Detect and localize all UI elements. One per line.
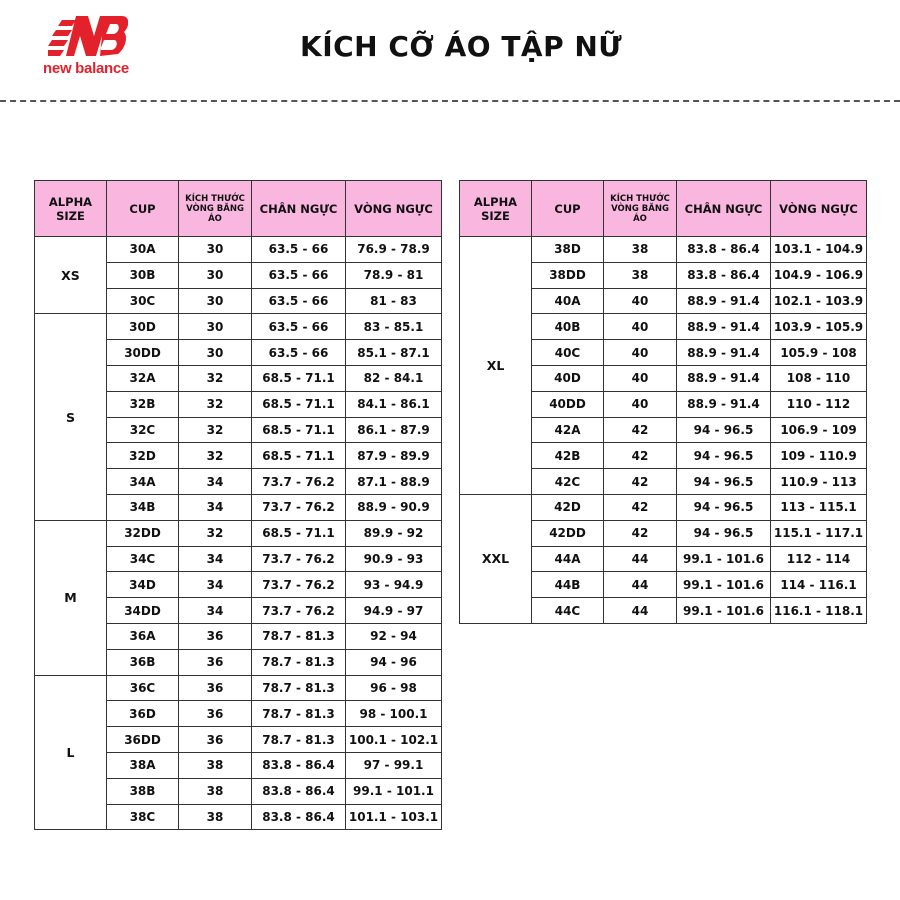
band-size-cell: 32 bbox=[179, 417, 252, 443]
band-size-cell: 40 bbox=[604, 288, 677, 314]
cup-cell: 30B bbox=[107, 262, 179, 288]
size-table-left bbox=[34, 180, 442, 830]
alpha-size-cell: XS bbox=[35, 237, 107, 314]
cup-cell: 40D bbox=[532, 365, 604, 391]
band-size-cell: 44 bbox=[604, 546, 677, 572]
band-size-cell: 30 bbox=[179, 314, 252, 340]
underbust-cell: 63.5 - 66 bbox=[252, 314, 346, 340]
underbust-cell: 68.5 - 71.1 bbox=[252, 365, 346, 391]
band-size-cell: 38 bbox=[179, 804, 252, 830]
bust-cell: 93 - 94.9 bbox=[346, 572, 442, 598]
header-alpha-size: ALPHA SIZE bbox=[460, 181, 532, 237]
underbust-cell: 63.5 - 66 bbox=[252, 340, 346, 366]
band-size-cell: 42 bbox=[604, 417, 677, 443]
bust-cell: 104.9 - 106.9 bbox=[771, 262, 867, 288]
bust-cell: 112 - 114 bbox=[771, 546, 867, 572]
bust-cell: 87.9 - 89.9 bbox=[346, 443, 442, 469]
underbust-cell: 83.8 - 86.4 bbox=[252, 778, 346, 804]
cup-cell: 42DD bbox=[532, 520, 604, 546]
bust-cell: 116.1 - 118.1 bbox=[771, 598, 867, 624]
band-size-cell: 36 bbox=[179, 727, 252, 753]
band-size-cell: 38 bbox=[604, 262, 677, 288]
bust-cell: 81 - 83 bbox=[346, 288, 442, 314]
logo-text: new balance bbox=[43, 60, 129, 77]
underbust-cell: 73.7 - 76.2 bbox=[252, 598, 346, 624]
header-band-size: KÍCH THƯỚC VÒNG BĂNG ÁO bbox=[604, 181, 677, 237]
cup-cell: 44C bbox=[532, 598, 604, 624]
band-size-cell: 32 bbox=[179, 443, 252, 469]
underbust-cell: 83.8 - 86.4 bbox=[252, 804, 346, 830]
bust-cell: 102.1 - 103.9 bbox=[771, 288, 867, 314]
underbust-cell: 94 - 96.5 bbox=[677, 443, 771, 469]
bust-cell: 115.1 - 117.1 bbox=[771, 520, 867, 546]
header-band-size: KÍCH THƯỚC VÒNG BĂNG ÁO bbox=[179, 181, 252, 237]
bust-cell: 113 - 115.1 bbox=[771, 494, 867, 520]
new-balance-nb-icon bbox=[48, 14, 128, 60]
bust-cell: 94 - 96 bbox=[346, 649, 442, 675]
underbust-cell: 68.5 - 71.1 bbox=[252, 443, 346, 469]
band-size-cell: 38 bbox=[179, 752, 252, 778]
cup-cell: 44A bbox=[532, 546, 604, 572]
band-size-cell: 44 bbox=[604, 598, 677, 624]
band-size-cell: 38 bbox=[604, 237, 677, 263]
bust-cell: 86.1 - 87.9 bbox=[346, 417, 442, 443]
bust-cell: 78.9 - 81 bbox=[346, 262, 442, 288]
band-size-cell: 32 bbox=[179, 520, 252, 546]
underbust-cell: 78.7 - 81.3 bbox=[252, 675, 346, 701]
underbust-cell: 63.5 - 66 bbox=[252, 237, 346, 263]
band-size-cell: 30 bbox=[179, 340, 252, 366]
band-size-cell: 40 bbox=[604, 314, 677, 340]
band-size-cell: 42 bbox=[604, 443, 677, 469]
cup-cell: 40DD bbox=[532, 391, 604, 417]
band-size-cell: 34 bbox=[179, 469, 252, 495]
header-alpha-size: ALPHA SIZE bbox=[35, 181, 107, 237]
underbust-cell: 88.9 - 91.4 bbox=[677, 340, 771, 366]
underbust-cell: 88.9 - 91.4 bbox=[677, 391, 771, 417]
bust-cell: 103.9 - 105.9 bbox=[771, 314, 867, 340]
underbust-cell: 73.7 - 76.2 bbox=[252, 546, 346, 572]
underbust-cell: 73.7 - 76.2 bbox=[252, 494, 346, 520]
bust-cell: 98 - 100.1 bbox=[346, 701, 442, 727]
cup-cell: 30DD bbox=[107, 340, 179, 366]
bust-cell: 92 - 94 bbox=[346, 623, 442, 649]
band-size-cell: 40 bbox=[604, 391, 677, 417]
header-bust: VÒNG NGỰC bbox=[771, 181, 867, 237]
bust-cell: 99.1 - 101.1 bbox=[346, 778, 442, 804]
underbust-cell: 94 - 96.5 bbox=[677, 494, 771, 520]
table-row bbox=[460, 237, 867, 263]
alpha-size-cell: XXL bbox=[460, 494, 532, 623]
band-size-cell: 36 bbox=[179, 623, 252, 649]
underbust-cell: 68.5 - 71.1 bbox=[252, 520, 346, 546]
cup-cell: 36D bbox=[107, 701, 179, 727]
bust-cell: 94.9 - 97 bbox=[346, 598, 442, 624]
bust-cell: 90.9 - 93 bbox=[346, 546, 442, 572]
band-size-cell: 36 bbox=[179, 701, 252, 727]
underbust-cell: 99.1 - 101.6 bbox=[677, 598, 771, 624]
cup-cell: 30C bbox=[107, 288, 179, 314]
table-row bbox=[35, 520, 442, 546]
header-bust: VÒNG NGỰC bbox=[346, 181, 442, 237]
cup-cell: 32A bbox=[107, 365, 179, 391]
table-row bbox=[460, 494, 867, 520]
cup-cell: 32C bbox=[107, 417, 179, 443]
cup-cell: 36A bbox=[107, 623, 179, 649]
cup-cell: 40B bbox=[532, 314, 604, 340]
band-size-cell: 42 bbox=[604, 494, 677, 520]
bust-cell: 106.9 - 109 bbox=[771, 417, 867, 443]
underbust-cell: 99.1 - 101.6 bbox=[677, 546, 771, 572]
alpha-size-cell: XL bbox=[460, 237, 532, 495]
band-size-cell: 34 bbox=[179, 546, 252, 572]
header-underbust: CHÂN NGỰC bbox=[252, 181, 346, 237]
cup-cell: 38D bbox=[532, 237, 604, 263]
alpha-size-cell: L bbox=[35, 675, 107, 830]
cup-cell: 38B bbox=[107, 778, 179, 804]
cup-cell: 34D bbox=[107, 572, 179, 598]
bust-cell: 82 - 84.1 bbox=[346, 365, 442, 391]
underbust-cell: 78.7 - 81.3 bbox=[252, 649, 346, 675]
cup-cell: 38C bbox=[107, 804, 179, 830]
cup-cell: 34B bbox=[107, 494, 179, 520]
cup-cell: 40A bbox=[532, 288, 604, 314]
underbust-cell: 83.8 - 86.4 bbox=[677, 262, 771, 288]
cup-cell: 38DD bbox=[532, 262, 604, 288]
bust-cell: 103.1 - 104.9 bbox=[771, 237, 867, 263]
band-size-cell: 34 bbox=[179, 572, 252, 598]
bust-cell: 114 - 116.1 bbox=[771, 572, 867, 598]
bust-cell: 87.1 - 88.9 bbox=[346, 469, 442, 495]
cup-cell: 40C bbox=[532, 340, 604, 366]
underbust-cell: 78.7 - 81.3 bbox=[252, 701, 346, 727]
table-row bbox=[35, 675, 442, 701]
bust-cell: 100.1 - 102.1 bbox=[346, 727, 442, 753]
underbust-cell: 68.5 - 71.1 bbox=[252, 391, 346, 417]
cup-cell: 34DD bbox=[107, 598, 179, 624]
cup-cell: 42B bbox=[532, 443, 604, 469]
band-size-cell: 44 bbox=[604, 572, 677, 598]
underbust-cell: 73.7 - 76.2 bbox=[252, 469, 346, 495]
bust-cell: 85.1 - 87.1 bbox=[346, 340, 442, 366]
header-cup: CUP bbox=[532, 181, 604, 237]
cup-cell: 34C bbox=[107, 546, 179, 572]
cup-cell: 36C bbox=[107, 675, 179, 701]
bust-cell: 84.1 - 86.1 bbox=[346, 391, 442, 417]
underbust-cell: 88.9 - 91.4 bbox=[677, 314, 771, 340]
band-size-cell: 30 bbox=[179, 237, 252, 263]
bust-cell: 89.9 - 92 bbox=[346, 520, 442, 546]
brand-logo bbox=[30, 14, 142, 80]
header-underbust: CHÂN NGỰC bbox=[677, 181, 771, 237]
alpha-size-cell: S bbox=[35, 314, 107, 520]
band-size-cell: 30 bbox=[179, 262, 252, 288]
underbust-cell: 63.5 - 66 bbox=[252, 262, 346, 288]
bust-cell: 110 - 112 bbox=[771, 391, 867, 417]
alpha-size-cell: M bbox=[35, 520, 107, 675]
cup-cell: 38A bbox=[107, 752, 179, 778]
cup-cell: 36DD bbox=[107, 727, 179, 753]
underbust-cell: 78.7 - 81.3 bbox=[252, 623, 346, 649]
bust-cell: 83 - 85.1 bbox=[346, 314, 442, 340]
underbust-cell: 99.1 - 101.6 bbox=[677, 572, 771, 598]
cup-cell: 44B bbox=[532, 572, 604, 598]
underbust-cell: 78.7 - 81.3 bbox=[252, 727, 346, 753]
underbust-cell: 83.8 - 86.4 bbox=[677, 237, 771, 263]
cup-cell: 30A bbox=[107, 237, 179, 263]
bust-cell: 97 - 99.1 bbox=[346, 752, 442, 778]
table-row bbox=[35, 237, 442, 263]
underbust-cell: 83.8 - 86.4 bbox=[252, 752, 346, 778]
bust-cell: 96 - 98 bbox=[346, 675, 442, 701]
underbust-cell: 94 - 96.5 bbox=[677, 417, 771, 443]
header-cup: CUP bbox=[107, 181, 179, 237]
band-size-cell: 30 bbox=[179, 288, 252, 314]
cup-cell: 42D bbox=[532, 494, 604, 520]
underbust-cell: 88.9 - 91.4 bbox=[677, 365, 771, 391]
bust-cell: 76.9 - 78.9 bbox=[346, 237, 442, 263]
header-row bbox=[460, 181, 867, 237]
band-size-cell: 42 bbox=[604, 520, 677, 546]
cup-cell: 36B bbox=[107, 649, 179, 675]
bust-cell: 101.1 - 103.1 bbox=[346, 804, 442, 830]
cup-cell: 34A bbox=[107, 469, 179, 495]
band-size-cell: 36 bbox=[179, 649, 252, 675]
band-size-cell: 36 bbox=[179, 675, 252, 701]
bust-cell: 109 - 110.9 bbox=[771, 443, 867, 469]
cup-cell: 32DD bbox=[107, 520, 179, 546]
underbust-cell: 94 - 96.5 bbox=[677, 520, 771, 546]
underbust-cell: 63.5 - 66 bbox=[252, 288, 346, 314]
underbust-cell: 73.7 - 76.2 bbox=[252, 572, 346, 598]
underbust-cell: 68.5 - 71.1 bbox=[252, 417, 346, 443]
table-row bbox=[35, 314, 442, 340]
underbust-cell: 94 - 96.5 bbox=[677, 469, 771, 495]
bust-cell: 110.9 - 113 bbox=[771, 469, 867, 495]
cup-cell: 32B bbox=[107, 391, 179, 417]
header-row bbox=[35, 181, 442, 237]
bust-cell: 105.9 - 108 bbox=[771, 340, 867, 366]
size-table-right bbox=[459, 180, 867, 624]
underbust-cell: 88.9 - 91.4 bbox=[677, 288, 771, 314]
cup-cell: 32D bbox=[107, 443, 179, 469]
cup-cell: 30D bbox=[107, 314, 179, 340]
bust-cell: 88.9 - 90.9 bbox=[346, 494, 442, 520]
page-title: KÍCH CỠ ÁO TẬP NỮ bbox=[300, 30, 623, 63]
band-size-cell: 32 bbox=[179, 391, 252, 417]
bust-cell: 108 - 110 bbox=[771, 365, 867, 391]
dashed-divider bbox=[0, 100, 900, 102]
band-size-cell: 32 bbox=[179, 365, 252, 391]
band-size-cell: 42 bbox=[604, 469, 677, 495]
cup-cell: 42C bbox=[532, 469, 604, 495]
band-size-cell: 34 bbox=[179, 598, 252, 624]
band-size-cell: 40 bbox=[604, 365, 677, 391]
band-size-cell: 38 bbox=[179, 778, 252, 804]
band-size-cell: 34 bbox=[179, 494, 252, 520]
band-size-cell: 40 bbox=[604, 340, 677, 366]
cup-cell: 42A bbox=[532, 417, 604, 443]
